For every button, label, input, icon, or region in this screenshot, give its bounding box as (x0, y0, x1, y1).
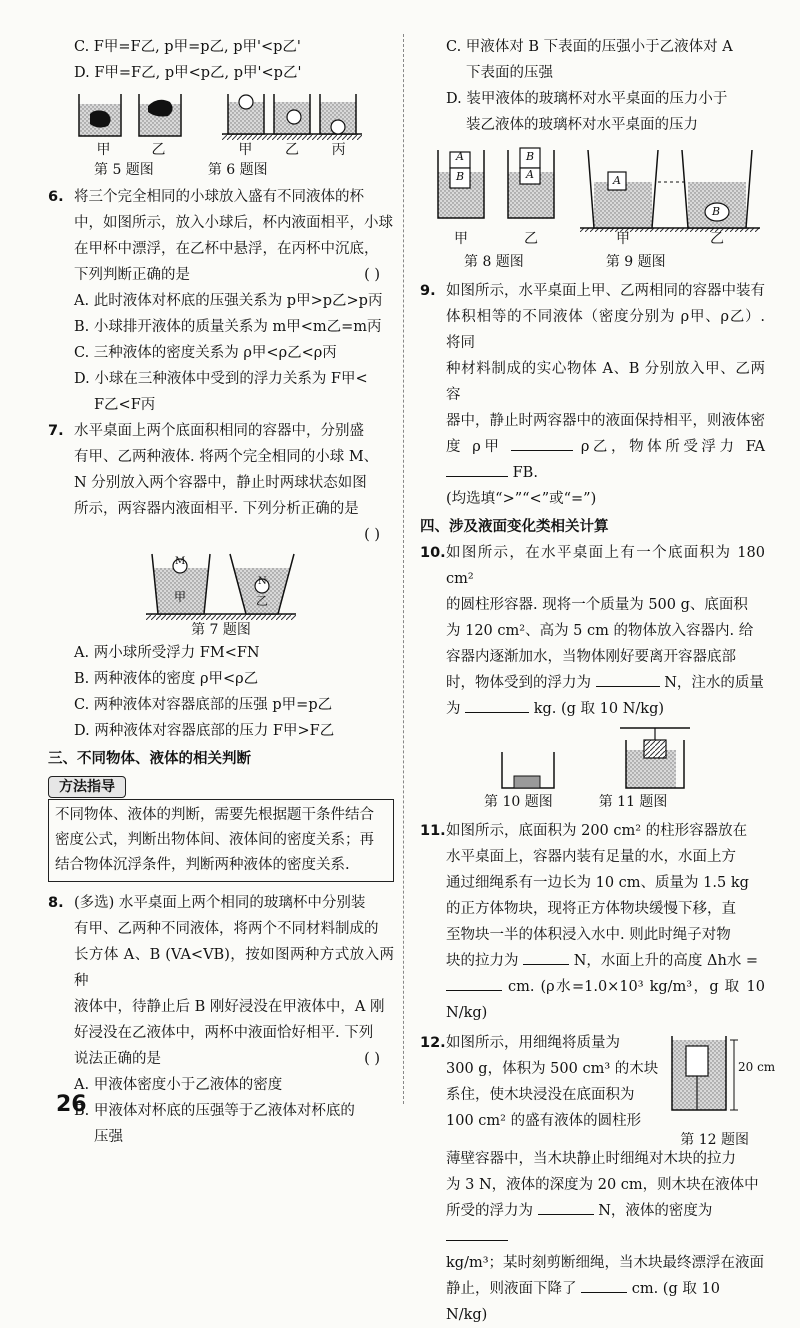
question-9 (420, 278, 765, 512)
q10-stem-line: 容器内逐渐加水，当物体刚好要离开容器底部 (446, 649, 736, 665)
fig10-object (514, 776, 540, 788)
q10-blank-water-mass[interactable] (465, 696, 529, 713)
q12-line7-a: 所受的浮力为 (446, 1203, 533, 1219)
q11-stem-line: 至物块一半的体积浸入水中. 则此时绳子对物 (446, 927, 731, 943)
figures-10-11 (420, 726, 765, 792)
q10-stem-line: 如图所示，在水平桌面上有一个底面积为 180 cm² (446, 545, 765, 587)
q8-stem-line: 好浸没在乙液体中，两杯中液面恰好相平. 下列 (74, 1025, 374, 1041)
q12-stem-line: 系住，使木块浸没在底面积为 (446, 1087, 635, 1103)
q6-answer-paren: ( ) (364, 267, 380, 283)
fig6-ball-2 (287, 110, 301, 124)
q12-stem-line: 如图所示，用细绳将质量为 (446, 1035, 620, 1051)
q6-option-d-cont: F乙<F丙 (94, 397, 156, 413)
q9-note: (均选填“>”“<”或“=”) (446, 491, 597, 507)
q10-stem-line: 的圆柱形容器. 现将一个质量为 500 g、底面积 (446, 597, 748, 613)
fig5-object-2 (148, 100, 173, 117)
fig9-label-yi: 乙 (710, 231, 724, 247)
q8-option-b: B. 甲液体对杯底的压强等于乙液体对杯底的 (74, 1103, 355, 1119)
q12-line9-b: cm. (g 取 10 N/kg) (446, 1281, 720, 1323)
q7-stem-line: 有甲、乙两种液体. 将两个完全相同的小球 M、 (74, 449, 379, 465)
q12-number: 12. (420, 1035, 446, 1051)
q7-stem-line: N 分别放入两个容器中，静止时两球状态如图 (74, 475, 367, 491)
fig9-label-jia: 甲 (616, 231, 630, 247)
method-guide-tag: 方法指导 (48, 776, 126, 798)
q8-answer-paren: ( ) (364, 1051, 380, 1067)
page-number: 26 (56, 1092, 87, 1117)
q8-stem-line: 液体中，待静止后 B 刚好浸没在甲液体中，A 刚 (74, 999, 385, 1015)
q9-number: 9. (420, 283, 436, 299)
q9-line5-b: ρ乙，物体所受浮力 FA (580, 439, 766, 455)
fig7-label-yi: 乙 (256, 594, 269, 608)
right-column (420, 34, 776, 1328)
q11-stem-line: 的正方体物块，现将正方体物块缓慢下移，直 (446, 901, 736, 917)
q8-option-c: C. 甲液体对 B 下表面的压强小于乙液体对 A (446, 39, 733, 55)
q5-option-c: C. F甲=F乙, p甲=p乙, p甲'<p乙' (74, 39, 301, 55)
q12-stem-line: 300 g，体积为 500 cm³ 的木块 (446, 1061, 659, 1077)
q6-option-c: C. 三种液体的密度关系为 ρ甲<ρ乙<ρ丙 (74, 345, 337, 361)
q12-stem-line: 100 cm² 的盛有液体的圆柱形 (446, 1113, 642, 1129)
q7-option-c: C. 两种液体对容器底部的压强 p甲=p乙 (74, 697, 333, 713)
q7-option-d: D. 两种液体对容器底部的压力 F甲>F乙 (74, 723, 335, 739)
q12-blank-buoyancy[interactable] (538, 1198, 594, 1215)
fig6-label-jia: 甲 (238, 142, 253, 158)
q11-blank-tension[interactable] (523, 948, 569, 965)
fig7-ball-n-label: N (258, 576, 267, 587)
figure-10-drawing (496, 726, 560, 792)
question-10 (420, 540, 765, 722)
q10-line6-b: kg. (g 取 10 N/kg) (533, 701, 665, 717)
q9-stem-line: 体积相等的不同液体（密度分别为 ρ甲、ρ乙）. 将同 (446, 309, 765, 351)
method-guide-line: 不同物体、液体的判断，需要先根据题干条件结合 (55, 807, 374, 823)
q6-stem-line: 下列判断正确的是 (74, 267, 190, 283)
question-7 (48, 418, 394, 548)
fig8-caption: 第 8 题图 (464, 254, 524, 270)
q12-stem-line: 为 3 N，液体的深度为 20 cm，则木块在液体中 (446, 1177, 759, 1193)
fig8-label-a1: A (456, 150, 464, 163)
q12-stem-line: 薄壁容器中，当木块静止时细绳对木块的拉力 (446, 1151, 736, 1167)
q9-stem-line: 如图所示，水平桌面上甲、乙两相同的容器中装有 (446, 283, 765, 299)
q7-answer-paren: ( ) (364, 527, 380, 543)
fig6-label-yi: 乙 (284, 142, 299, 158)
fig6-ball-3 (331, 120, 345, 134)
q8-stem-line: (多选) 水平桌面上两个相同的玻璃杯中分别装 (74, 895, 366, 911)
fig5-caption: 第 5 题图 (94, 162, 154, 178)
q12-line7-b: N，液体的密度为 (598, 1203, 713, 1219)
q9-blank-density[interactable] (511, 434, 573, 451)
q6-stem-line: 将三个完全相同的小球放入盛有不同液体的杯 (74, 189, 364, 205)
figures-5-6 (48, 90, 394, 160)
fig10-caption: 第 10 题图 (484, 794, 553, 810)
fig7-label-jia: 甲 (174, 590, 187, 604)
q10-stem-line: 为 120 cm²、高为 5 cm 的物体放入容器内. 给 (446, 623, 754, 639)
q8-stem-line: 长方体 A、B (VA<VB)，按如图两种方式放入两种 (74, 947, 394, 989)
q9-line5-c: FB. (512, 465, 538, 481)
q7-option-a: A. 两小球所受浮力 FM<FN (74, 645, 260, 661)
q5-option-d: D. F甲=F乙, p甲<p乙, p甲'<p乙' (74, 65, 302, 81)
q7-number: 7. (48, 423, 64, 439)
q10-line6-a: 为 (446, 701, 461, 717)
fig6-ball-1 (239, 95, 253, 109)
fig12-caption: 第 12 题图 (680, 1132, 749, 1148)
fig8-label-yi: 乙 (524, 231, 538, 247)
fig5-label-jia: 甲 (96, 142, 111, 158)
fig8-label-b2: B (526, 150, 535, 163)
q6-stem-line: 中，如图所示，放入小球后，杯内液面相平，小球 (74, 215, 393, 231)
fig8-label-a2: A (526, 168, 534, 181)
q12-line9-a: 静止，则液面下降了 (446, 1281, 577, 1297)
question-8 (48, 890, 394, 1072)
method-guide-box (48, 799, 394, 882)
q7-option-b: B. 两种液体的密度 ρ甲<ρ乙 (74, 671, 259, 687)
q11-stem-line: 水平桌面上，容器内装有足量的水，水面上方 (446, 849, 736, 865)
q8-stem-line: 说法正确的是 (74, 1051, 161, 1067)
fig9-caption: 第 9 题图 (605, 254, 666, 270)
q6-stem-line: 在甲杯中漂浮，在乙杯中悬浮，在丙杯中沉底， (74, 241, 379, 257)
q11-line6-b: N，水面上升的高度 Δh水 = (573, 953, 759, 969)
figure-11-drawing (620, 726, 690, 792)
figure-6-drawing (222, 90, 362, 140)
q8-option-d-cont: 装乙液体的玻璃杯对水平桌面的压力 (466, 117, 698, 133)
fig12-dimension-label: 20 cm (738, 1060, 776, 1074)
left-column (48, 34, 394, 1150)
q7-stem-line: 所示，两容器内液面相平. 下列分析正确的是 (74, 501, 359, 517)
fig11-caption: 第 11 题图 (598, 794, 668, 810)
q9-stem-line: 器中，静止时两容器中的液面保持相平，则液体密 (446, 413, 765, 429)
section-3-title: 三、不同物体、液体的相关判断 (48, 751, 251, 767)
method-guide-line: 密度公式，判断出物体间、液体间的密度关系；再 (55, 832, 374, 848)
figure-7 (48, 550, 394, 620)
q11-line7-b: cm. (ρ水=1.0×10³ kg/m³，g 取 10 N/kg) (446, 979, 766, 1021)
column-divider (403, 34, 404, 1104)
fig6-label-bing: 丙 (331, 142, 346, 158)
fig11-cube (644, 740, 666, 758)
figure-6 (222, 90, 362, 160)
question-6 (48, 184, 394, 288)
q12-blank-density[interactable] (446, 1224, 508, 1241)
section-4-title: 四、涉及液面变化类相关计算 (420, 519, 609, 535)
fig5-label-yi: 乙 (151, 142, 166, 158)
q8-option-c-cont: 下表面的压强 (466, 65, 553, 81)
q10-line5-a: 时，物体受到的浮力为 (446, 675, 591, 691)
q8-option-d: D. 装甲液体的玻璃杯对水平桌面的压力小于 (446, 91, 728, 107)
fig6-caption: 第 6 题图 (207, 162, 268, 178)
q9-stem-line: 种材料制成的实心物体 A、B 分别放入甲、乙两容 (446, 361, 765, 403)
fig7-ball-m-label: M (175, 556, 186, 567)
q11-line6-a: 块的拉力为 (446, 953, 519, 969)
q11-blank-height[interactable] (446, 974, 502, 991)
fig9-label-a: A (613, 174, 621, 187)
fig8-label-jia: 甲 (454, 231, 468, 247)
figure-5 (76, 90, 186, 160)
figure-5-drawing (76, 90, 186, 140)
q11-number: 11. (420, 823, 446, 839)
q6-option-a: A. 此时液体对杯底的压强关系为 p甲>p乙>p丙 (74, 293, 383, 309)
q10-blank-buoyancy[interactable] (596, 670, 660, 687)
figure-7-drawing (146, 550, 296, 620)
fig7-caption: 第 7 题图 (191, 622, 251, 638)
q6-option-b: B. 小球排开液体的质量关系为 m甲<m乙=m丙 (74, 319, 382, 335)
q10-line5-b: N，注水的质量 (664, 675, 764, 691)
question-11 (420, 818, 765, 1026)
q9-line5-a: 度 ρ甲 (446, 439, 503, 455)
figure-12 (668, 1032, 776, 1112)
fig12-wood-block (686, 1046, 708, 1076)
method-guide-line: 结合物体沉浮条件，判断两种液体的密度关系. (55, 857, 350, 873)
fig8-label-b1: B (456, 170, 465, 183)
question-12 (420, 1030, 776, 1150)
q8-option-a: A. 甲液体密度小于乙液体的密度 (74, 1077, 283, 1093)
q8-stem-line: 有甲、乙两种不同液体，将两个不同材料制成的 (74, 921, 379, 937)
q6-option-d: D. 小球在三种液体中受到的浮力关系为 F甲< (74, 371, 368, 387)
q8-number: 8. (48, 895, 64, 911)
q7-stem-line: 水平桌面上两个底面积相同的容器中，分别盛 (74, 423, 364, 439)
q11-stem-line: 如图所示，底面积为 200 cm² 的柱形容器放在 (446, 823, 748, 839)
q8-option-b-cont: 压强 (94, 1129, 123, 1145)
fig9-label-b: B (712, 205, 721, 218)
q11-stem-line: 通过细绳系有一边长为 10 cm、质量为 1.5 kg (446, 875, 749, 891)
q12-line8: kg/m³；某时刻剪断细绳，当木块最终漂浮在液面 (446, 1255, 765, 1271)
q12-blank-drop[interactable] (581, 1276, 627, 1293)
q10-number: 10. (420, 545, 446, 561)
figures-8-9 (420, 142, 765, 252)
q9-blank-buoyancy[interactable] (446, 460, 508, 477)
q6-number: 6. (48, 189, 64, 205)
